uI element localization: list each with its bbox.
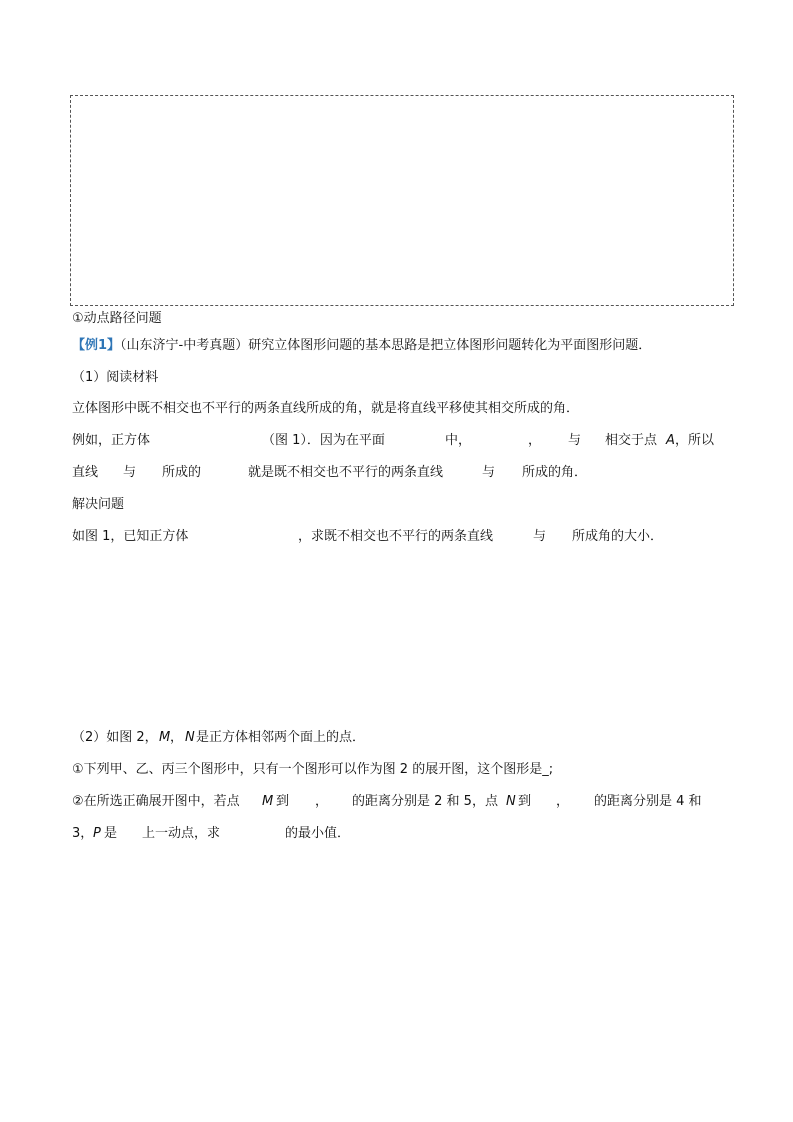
text-segment: 到 [518,794,532,809]
text-segment: 的距离分别是 2 和 5，点 [352,794,498,809]
example-heading [72,338,651,354]
point-label: M [159,730,171,745]
text-segment: ， [556,794,570,809]
part1-heading: （1）阅读材料 [72,370,159,385]
part1-material-line: 立体图形中既不相交也不平行的两条直线所成的角，就是将直线平移使其相交所成的角． [72,401,580,416]
solve-heading: 解决问题 [72,497,125,512]
text-segment: 的距离分别是 4 和 [594,794,702,809]
text-segment: 相交于点 [605,433,658,448]
text-segment: 与 [482,465,496,480]
point-label: N [506,794,516,809]
text-segment: 与 [568,433,582,448]
text-segment: （2）如图 2， [72,730,158,745]
example-intro: （山东济宁-中考真题）研究立体图形问题的基本思路是把立体图形问题转化为平面图形问题． [120,338,652,353]
text-segment: 到 [276,794,290,809]
text-segment: 就是既不相交也不平行的两条直线 [248,465,444,480]
text-segment: 所成的 [162,465,202,480]
example-label: 【例1】 [72,338,121,353]
text-segment: ， [315,794,329,809]
text-segment: 是正方体相邻两个面上的点． [196,730,366,745]
text-segment: ，所以 [675,433,715,448]
text-segment: 是 [104,826,118,841]
part2-question1: ①下列甲、乙、丙三个图形中，只有一个图形可以作为图 2 的展开图，这个图形是_; [72,762,554,777]
text-segment: ②在所选正确展开图中，若点 [72,794,240,809]
text-segment: 与 [123,465,137,480]
text-segment: 的最小值． [285,826,351,841]
point-label: M [262,794,274,809]
text-segment: 所成角的大小． [572,529,664,544]
point-label: N [185,730,195,745]
point-label: P [93,826,101,841]
text-segment: 直线 [72,465,99,480]
text-segment: ，求既不相交也不平行的两条直线 [298,529,494,544]
text-segment: 例如，正方体 [72,433,151,448]
text-segment: 如图 1，已知正方体 [72,529,189,544]
text-segment: 3， [72,826,94,841]
text-segment: ， [170,730,184,745]
dashed-placeholder-box [70,95,734,306]
text-segment: 所成的角． [522,465,588,480]
text-segment: 上一动点，求 [142,826,221,841]
point-label: A [666,433,675,448]
section-title: ①动点路径问题 [72,311,162,326]
text-segment: （图 1）．因为在平面 [262,433,385,448]
text-segment: 中， [445,433,472,448]
text-segment: 与 [533,529,547,544]
text-segment: ， [528,433,542,448]
